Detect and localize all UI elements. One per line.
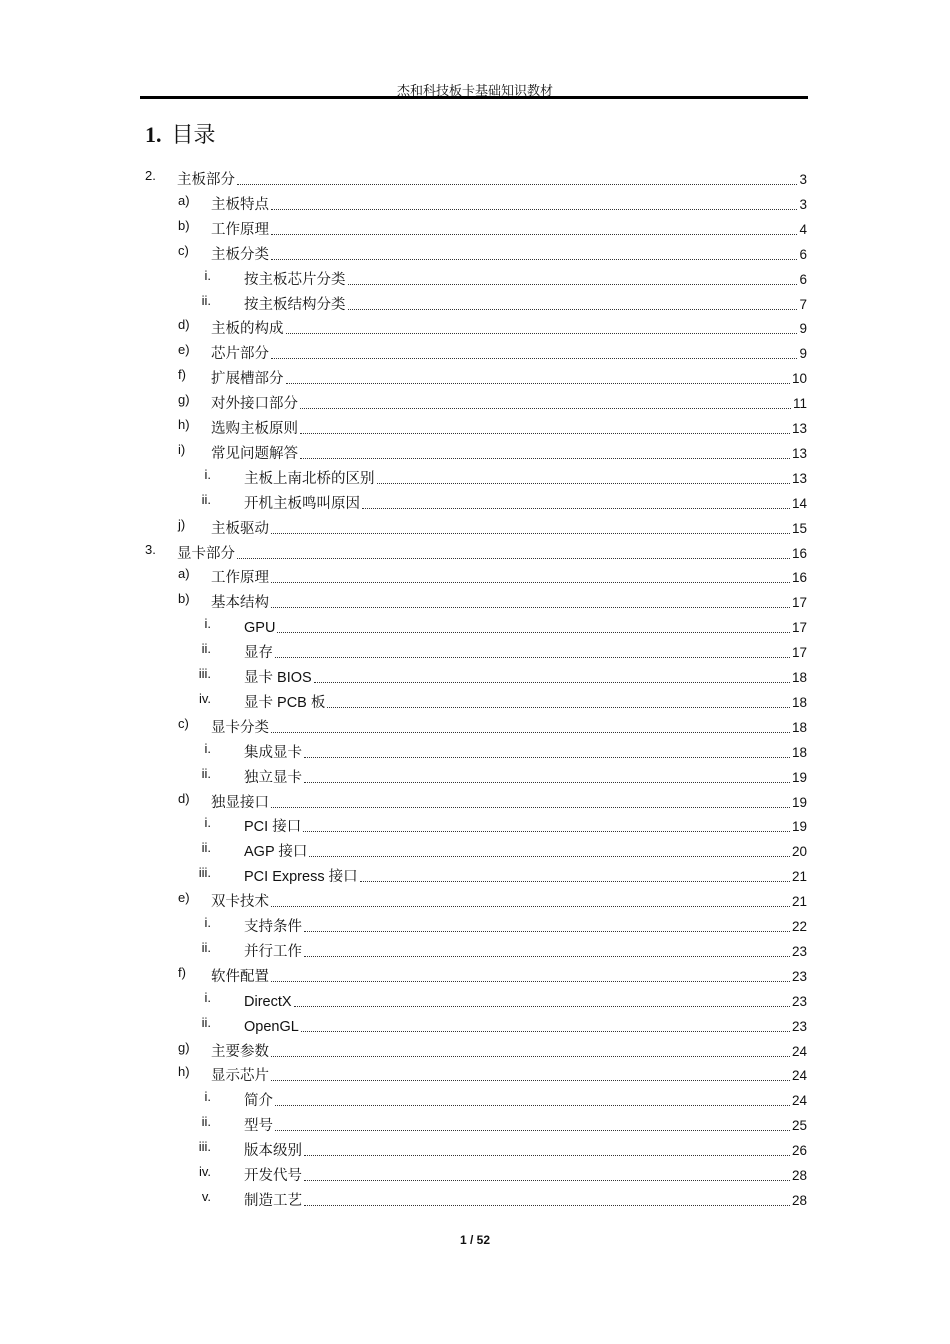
toc-entry-title: 主板特点	[211, 196, 269, 213]
toc-entry-number: i.	[204, 616, 211, 632]
toc-entry-page: 3	[799, 196, 807, 212]
toc-entry-page: 3	[799, 172, 807, 187]
toc-entry[interactable]	[198, 1163, 807, 1185]
toc-leader-dots	[300, 432, 790, 434]
toc-entry[interactable]	[178, 341, 807, 363]
toc-entry[interactable]	[178, 889, 807, 911]
toc-entry-title: 显卡分类	[211, 719, 269, 736]
toc-leader-dots	[237, 557, 790, 559]
page-footer: 1 / 52	[459, 1233, 491, 1247]
toc-entry-page: 19	[791, 794, 807, 810]
toc-leader-dots	[304, 1179, 790, 1181]
toc-heading-number: 1.	[145, 122, 162, 147]
toc-entry[interactable]	[204, 740, 807, 762]
toc-entry[interactable]	[178, 516, 807, 538]
toc-entry-page: 24	[791, 1093, 807, 1109]
toc-leader-dots	[360, 880, 790, 882]
toc-entry-page: 6	[799, 246, 807, 262]
toc-entry-number: i.	[204, 466, 211, 482]
toc-leader-dots	[294, 1005, 790, 1007]
toc-entry[interactable]	[201, 765, 807, 787]
toc-entry-title: DirectX	[244, 993, 292, 1010]
toc-entry-page: 28	[791, 1168, 807, 1183]
toc-entry[interactable]	[178, 242, 807, 264]
toc-entry-number: i.	[204, 1089, 211, 1105]
toc-entry-number: g)	[178, 1039, 190, 1055]
toc-entry-title: GPU	[244, 620, 276, 637]
toc-entry-number: iii.	[198, 1139, 211, 1155]
toc-entry-title: 开发代号	[244, 1168, 302, 1184]
toc-leader-dots	[314, 681, 790, 683]
toc-entry[interactable]	[178, 565, 807, 587]
toc-entry[interactable]	[201, 839, 807, 861]
toc-entry-title: 主板驱动	[211, 520, 269, 537]
toc-leader-dots	[271, 233, 797, 235]
toc-entry-number: c)	[178, 715, 189, 731]
toc-entry-title: 软件配置	[211, 968, 269, 985]
toc-leader-dots	[348, 308, 798, 310]
toc-entry[interactable]	[204, 814, 807, 836]
toc-entry-title: 显卡 BIOS	[244, 670, 312, 686]
toc-leader-dots	[304, 1204, 790, 1206]
toc-entry-number: iii.	[198, 865, 211, 881]
toc-entry-title: 常见问题解答	[211, 445, 298, 462]
toc-entry-page: 13	[791, 421, 807, 436]
toc-entry[interactable]	[201, 491, 807, 513]
toc-leader-dots	[271, 1055, 790, 1057]
toc-entry-page: 4	[799, 221, 807, 237]
toc-entry[interactable]	[145, 167, 807, 189]
toc-leader-dots	[271, 806, 790, 808]
toc-entry-number: ii.	[201, 1014, 211, 1030]
toc-entry-title: 基本结构	[211, 595, 269, 612]
toc-leader-dots	[301, 1030, 790, 1032]
toc-entry-title: 工作原理	[211, 221, 269, 238]
toc-entry-title: 主板的构成	[211, 321, 284, 338]
toc-entry-number: iv.	[198, 1164, 211, 1179]
toc-entry-title: OpenGL	[244, 1018, 299, 1035]
toc-entry-page: 7	[799, 296, 807, 312]
toc-heading-title: 目录	[171, 123, 216, 148]
toc-leader-dots	[237, 183, 797, 185]
toc-entry[interactable]	[198, 665, 807, 687]
toc-entry[interactable]	[201, 1113, 807, 1135]
toc-entry[interactable]	[178, 366, 807, 388]
toc-entry-title: AGP 接口	[244, 844, 308, 861]
toc-entry-title: 型号	[244, 1118, 273, 1135]
toc-entry-page: 16	[791, 570, 807, 586]
toc-entry-number: ii.	[201, 840, 211, 856]
toc-entry-number: j)	[178, 516, 186, 532]
toc-entry[interactable]	[178, 192, 807, 214]
toc-entry-number: c)	[178, 242, 189, 258]
toc-entry[interactable]	[204, 267, 807, 289]
toc-entry-page: 11	[792, 396, 807, 412]
toc-entry-title: 并行工作	[244, 943, 302, 960]
toc-leader-dots	[271, 905, 790, 907]
toc-entry-number: ii.	[201, 292, 211, 308]
toc-entry-number: 3.	[145, 541, 156, 557]
toc-leader-dots	[304, 930, 790, 932]
toc-entry-title: 主要参数	[211, 1043, 269, 1060]
toc-leader-dots	[277, 631, 790, 633]
toc-entry-title: 简介	[244, 1093, 273, 1110]
toc-leader-dots	[377, 482, 790, 484]
toc-entry-page: 17	[791, 620, 807, 636]
toc-entry-title: 独显接口	[211, 794, 269, 811]
toc-leader-dots	[304, 955, 790, 957]
toc-leader-dots	[286, 332, 798, 334]
toc-entry-page: 22	[791, 919, 807, 934]
toc-entry-title: 显卡 PCB 板	[244, 694, 326, 711]
toc-entry-number: i)	[178, 441, 186, 457]
toc-entry-page: 13	[791, 445, 807, 461]
toc-entry-title: 独立显卡	[244, 769, 302, 786]
toc-entry-number: i.	[204, 815, 211, 831]
toc-entry-page: 9	[799, 346, 807, 362]
toc-entry[interactable]	[198, 864, 807, 886]
toc-entry-page: 24	[791, 1043, 807, 1059]
toc-entry-page: 18	[791, 719, 807, 735]
toc-entry-page: 26	[791, 1143, 807, 1159]
toc-leader-dots	[348, 283, 798, 285]
toc-entry-number: a)	[178, 566, 190, 582]
toc-entry-number: 2.	[145, 168, 156, 183]
toc-entry[interactable]	[204, 466, 807, 488]
toc-entry-page: 23	[791, 968, 807, 984]
toc-entry-number: b)	[178, 217, 190, 233]
toc-entry-title: 对外接口部分	[211, 396, 298, 413]
toc-entry-page: 23	[791, 943, 807, 959]
toc-entry-page: 23	[791, 1018, 807, 1034]
toc-entry-page: 19	[791, 819, 807, 835]
toc-entry-number: h)	[178, 417, 190, 432]
toc-entry-title: 工作原理	[211, 570, 269, 587]
toc-entry-number: f)	[178, 367, 186, 383]
toc-entry-number: iv.	[198, 690, 211, 706]
toc-entry-page: 18	[791, 744, 807, 760]
toc-entry-number: i.	[204, 915, 211, 930]
toc-entry-number: ii.	[201, 1114, 211, 1130]
toc-leader-dots	[275, 1129, 790, 1131]
toc-leader-dots	[271, 258, 797, 260]
toc-entry-number: i.	[204, 267, 211, 283]
toc-leader-dots	[271, 606, 790, 608]
toc-entry-page: 15	[791, 520, 807, 536]
toc-entry-number: a)	[178, 192, 190, 208]
toc-entry-page: 23	[791, 993, 807, 1009]
toc-entry-number: iii.	[198, 666, 211, 681]
toc-entry-title: 显示芯片	[211, 1068, 269, 1085]
toc-entry-page: 18	[791, 694, 807, 710]
toc-entry-page: 6	[799, 271, 807, 287]
toc-entry-page: 10	[791, 371, 807, 387]
toc-entry-number: f)	[178, 964, 186, 980]
toc-leader-dots	[271, 357, 797, 359]
toc-entry-title: 主板部分	[177, 172, 235, 188]
toc-entry[interactable]	[201, 640, 807, 662]
toc-entry-title: 选购主板原则	[211, 421, 298, 437]
toc-entry[interactable]	[198, 1138, 807, 1160]
header-rule	[140, 96, 808, 99]
toc-entry-page: 13	[791, 470, 807, 486]
toc-entry-number: i.	[204, 740, 211, 756]
toc-entry-page: 18	[791, 670, 807, 685]
toc-entry-page: 9	[799, 321, 807, 337]
toc-entry[interactable]	[178, 790, 807, 812]
page-header: 杰和科技板卡基础知识教材	[396, 84, 553, 99]
toc-leader-dots	[304, 1154, 790, 1156]
toc-entry-number: ii.	[201, 939, 211, 955]
toc-entry-title: 按主板芯片分类	[244, 271, 346, 288]
toc-entry-title: 按主板结构分类	[244, 296, 346, 313]
toc-entry[interactable]	[204, 989, 807, 1011]
toc-entry-page: 17	[791, 595, 807, 611]
toc-entry[interactable]	[204, 1088, 807, 1110]
toc-entry-page: 28	[791, 1192, 807, 1208]
toc-leader-dots	[271, 581, 790, 583]
toc-entry[interactable]	[201, 1014, 807, 1036]
toc-entry-number: g)	[178, 392, 190, 408]
toc-entry-number: b)	[178, 591, 190, 607]
toc-entry[interactable]	[178, 391, 807, 413]
toc-leader-dots	[275, 1104, 790, 1106]
toc-entry[interactable]	[201, 939, 807, 961]
toc-entry[interactable]	[198, 690, 807, 712]
toc-entry-number: ii.	[201, 641, 211, 657]
toc-leader-dots	[327, 706, 790, 708]
toc-entry[interactable]	[145, 541, 807, 563]
toc-entry-title: 版本级别	[244, 1143, 302, 1160]
toc-entry-title: 主板分类	[211, 246, 269, 263]
toc-leader-dots	[303, 830, 790, 832]
toc-leader-dots	[275, 656, 790, 658]
toc-entry-page: 19	[791, 769, 807, 785]
toc-leader-dots	[300, 407, 791, 409]
toc-entry-page: 14	[791, 495, 807, 511]
toc-entry-title: 主板上南北桥的区别	[244, 470, 375, 487]
toc-entry-title: 显存	[244, 645, 273, 662]
toc-leader-dots	[304, 781, 790, 783]
toc-entry-title: PCI Express 接口	[244, 869, 358, 886]
toc-leader-dots	[271, 208, 797, 210]
toc-entry-page: 25	[791, 1118, 807, 1134]
toc-entry[interactable]	[178, 217, 807, 239]
toc-entry[interactable]	[178, 1063, 807, 1085]
toc-entry[interactable]	[201, 1188, 807, 1210]
toc-entry-title: 双卡技术	[211, 894, 269, 911]
toc-entry-title: 支持条件	[244, 919, 302, 935]
toc-entry[interactable]	[178, 416, 807, 438]
toc-leader-dots	[304, 756, 790, 758]
toc-entry[interactable]	[204, 615, 807, 637]
toc-leader-dots	[271, 731, 790, 733]
toc-entry[interactable]	[178, 715, 807, 737]
toc-entry-page: 20	[791, 844, 807, 860]
toc-entry-title: 集成显卡	[244, 744, 302, 761]
toc-entry-number: e)	[178, 890, 190, 906]
toc-leader-dots	[286, 382, 790, 384]
toc-heading	[145, 118, 216, 149]
toc-entry[interactable]	[178, 964, 807, 986]
toc-entry-number: d)	[178, 317, 190, 333]
toc-entry-page: 24	[791, 1068, 807, 1084]
toc-entry-title: 芯片部分	[211, 346, 269, 363]
toc-entry-number: d)	[178, 790, 190, 806]
toc-entry[interactable]	[201, 292, 807, 314]
toc-leader-dots	[309, 855, 790, 857]
toc-entry-page: 21	[791, 894, 807, 910]
toc-entry-number: ii.	[201, 765, 211, 781]
toc-entry-title: 开机主板鸣叫原因	[244, 495, 360, 512]
toc-entry-page: 16	[791, 545, 807, 561]
toc-entry-title: PCI 接口	[244, 819, 302, 836]
toc-leader-dots	[300, 457, 790, 459]
toc-entry-number: h)	[178, 1064, 190, 1080]
toc-entry[interactable]	[178, 316, 807, 338]
toc-leader-dots	[362, 507, 790, 509]
toc-entry-number: i.	[204, 989, 211, 1005]
toc-entry[interactable]	[204, 914, 807, 936]
toc-entry-number: ii.	[201, 491, 211, 507]
toc-entry-title: 显卡部分	[177, 545, 235, 562]
toc-entry[interactable]	[178, 1039, 807, 1061]
toc-entry-title: 扩展槽部分	[211, 371, 284, 388]
toc-entry-page: 17	[791, 645, 807, 661]
toc-leader-dots	[271, 980, 790, 982]
toc-leader-dots	[271, 532, 790, 534]
toc-entry-number: v.	[201, 1188, 211, 1204]
toc-leader-dots	[271, 1079, 790, 1081]
toc-entry-page: 21	[791, 869, 807, 885]
toc-entry-title: 制造工艺	[244, 1192, 302, 1209]
toc-entry[interactable]	[178, 590, 807, 612]
toc-entry-number: e)	[178, 342, 190, 358]
toc-entry[interactable]	[178, 441, 807, 463]
